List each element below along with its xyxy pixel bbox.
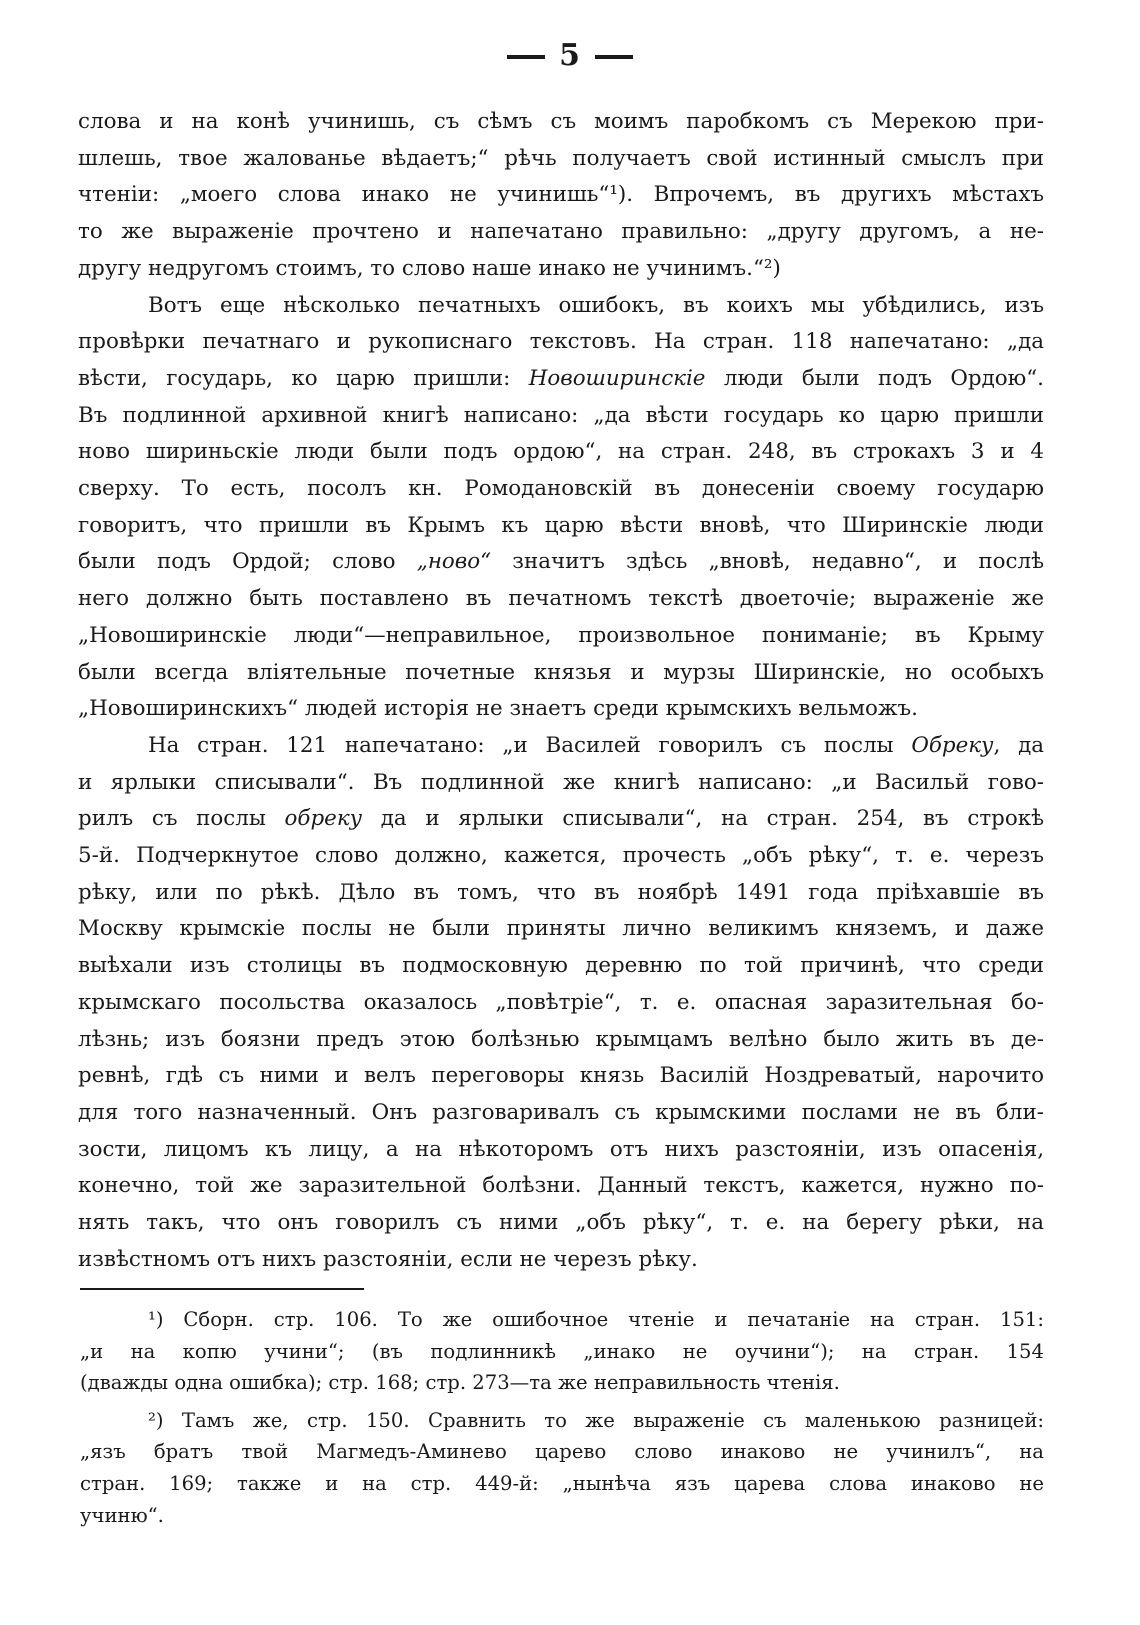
text-line: конечно, той же заразительной болѣзни. Данный текстъ, кажется, нужно по-	[78, 1173, 1044, 1199]
text-line: 5-й. Подчеркнутое слово должно, кажется, прочесть „объ рѣку“, т. е. черезъ	[78, 843, 1044, 869]
text-line: сверху. То есть, посолъ кн. Ромодановскій въ донесеніи своему государю	[78, 476, 1044, 502]
text-line-mixed	[78, 361, 1044, 398]
italic-term: обреку	[284, 806, 363, 832]
text-segment: были подъ Ордой; слово	[78, 549, 417, 575]
footnote-line: ²) Тамъ же, стр. 150. Сравнить то же выраженіе съ маленькою разницей:	[148, 1408, 1044, 1432]
text-line: „Новоширинскихъ“ людей исторія не знаетъ среди крымскихъ вельможъ.	[78, 696, 918, 722]
footnote-1	[80, 1304, 1044, 1399]
text-line: ревнѣ, гдѣ съ ними и велъ переговоры князь Василій Ноздреватый, нарочито	[78, 1063, 1044, 1089]
text-line: зости, лицомъ къ лицу, а на нѣкоторомъ отъ нихъ разстояніи, изъ опасенія,	[78, 1136, 1044, 1162]
text-segment: , да	[993, 732, 1044, 758]
italic-term: „ново“	[416, 549, 492, 575]
text-line: ново шириньскіе люди были подъ ордою“, на стран. 248, въ строкахъ 3 и 4	[78, 439, 1044, 465]
page-number: 5	[559, 38, 581, 73]
text-line: извѣстномъ отъ нихъ разстояніи, если не черезъ рѣку.	[78, 1246, 698, 1272]
footnote-line: „и на копю учини“; (въ подлинникѣ „инако не оучини“); на стран. 154	[80, 1339, 1044, 1363]
text-line: нять такъ, что онъ говорилъ съ ними „объ рѣку“, т. е. на берегу рѣки, на	[78, 1210, 1044, 1236]
footnote-line: учиню“.	[80, 1503, 164, 1527]
text-segment: значитъ здѣсь „вновѣ, недавно“, и послѣ	[491, 549, 1044, 575]
footnote-line: (дважды одна ошибка); стр. 168; стр. 273—та же неправильность чтенія.	[80, 1371, 840, 1395]
text-line: Москву крымскіе послы не были приняты лично великимъ княземъ, и даже	[78, 916, 1044, 942]
text-line: „Новоширинскіе люди“—неправильное, произвольное пониманіе; въ Крыму	[78, 622, 1044, 648]
paragraph-3	[78, 728, 1044, 1279]
text-line: лѣзнь; изъ боязни предъ этою болѣзнью крымцамъ велѣно было жить въ де-	[78, 1026, 1044, 1052]
footnote-line: ¹) Сборн. стр. 106. То же ошибочное чтеніе и печатаніе на стран. 151:	[148, 1308, 1044, 1331]
text-segment: рилъ съ послы	[78, 806, 285, 832]
footnotes	[80, 1304, 1044, 1531]
main-text	[78, 104, 1044, 1279]
text-line: рѣку, или по рѣкѣ. Дѣло въ томъ, что въ ноябрѣ 1491 года пріѣхавшіе въ	[78, 879, 1044, 905]
right-dash-ornament	[595, 55, 633, 59]
text-line: шлешь, твое жалованье вѣдаетъ;“ рѣчь получаетъ свой истинный смыслъ при	[78, 145, 1044, 171]
text-segment: люди были подъ Ордою“.	[705, 365, 1044, 391]
footnote-line: стран. 169; также и на стр. 449-й: „нынѣча язъ царева слова инаково не	[80, 1471, 1044, 1495]
text-line: для того назначенный. Онъ разговаривалъ съ крымскими послами не въ бли-	[78, 1099, 1044, 1125]
text-line: провѣрки печатнаго и рукописнаго текстовъ. На стран. 118 напечатано: „да	[78, 329, 1044, 355]
text-line: то же выраженіе прочтено и напечатано правильно: „другу другомъ, а не-	[78, 219, 1044, 245]
text-line: него должно быть поставлено въ печатномъ текстѣ двоеточіе; выраженіе же	[78, 586, 1044, 612]
italic-term: Обреку	[911, 732, 994, 758]
page-number-header	[0, 38, 1140, 73]
text-line: и ярлыки списывали“. Въ подлинной же книгѣ написано: „и Васильй гово-	[78, 769, 1044, 795]
text-line: чтеніи: „моего слова инако не учинишь“¹). Впрочемъ, въ другихъ мѣстахъ	[78, 182, 1044, 208]
text-segment: да и ярлыки списывали“, на стран. 254, въ строкѣ	[362, 806, 1044, 832]
text-line: говоритъ, что пришли въ Крымъ къ царю вѣсти вновѣ, что Ширинскіе люди	[78, 512, 1044, 538]
italic-term: Новоширинскіе	[528, 365, 706, 391]
text-line: слова и на конѣ учинишь, съ сѣмъ съ моимъ паробкомъ съ Мерекою при-	[78, 109, 1044, 134]
left-dash-ornament	[507, 55, 545, 59]
text-segment: вѣсти, государь, ко царю пришли:	[78, 365, 529, 391]
text-line: Вотъ еще нѣсколько печатныхъ ошибокъ, въ коихъ мы убѣдились, изъ	[148, 292, 1044, 318]
footnote-2	[80, 1405, 1044, 1531]
text-line: Въ подлинной архивной книгѣ написано: „да вѣсти государь ко царю пришли	[78, 402, 1044, 428]
paragraph-2	[78, 288, 1044, 728]
text-line: другу недругомъ стоимъ, то слово наше инако не учинимъ.“²)	[78, 255, 781, 281]
text-line-mixed	[78, 728, 1044, 765]
text-line-mixed	[78, 801, 1044, 838]
paragraph-1	[78, 104, 1044, 288]
text-line: крымскаго посольства оказалось „повѣтріе“, т. е. опасная заразительная бо-	[78, 989, 1044, 1015]
text-segment: На стран. 121 напечатано: „и Василей говорилъ съ послы	[148, 732, 912, 758]
text-line-mixed	[78, 544, 1044, 581]
text-line: были всегда вліятельные почетные князья и мурзы Ширинскіе, но особыхъ	[78, 659, 1044, 685]
footnote-line: „язъ братъ твой Магмедъ-Аминево царево слово инаково не учинилъ“, на	[80, 1440, 1044, 1464]
text-line: выѣхали изъ столицы въ подмосковную деревню по той причинѣ, что среди	[78, 953, 1044, 979]
footnote-divider	[80, 1288, 364, 1290]
